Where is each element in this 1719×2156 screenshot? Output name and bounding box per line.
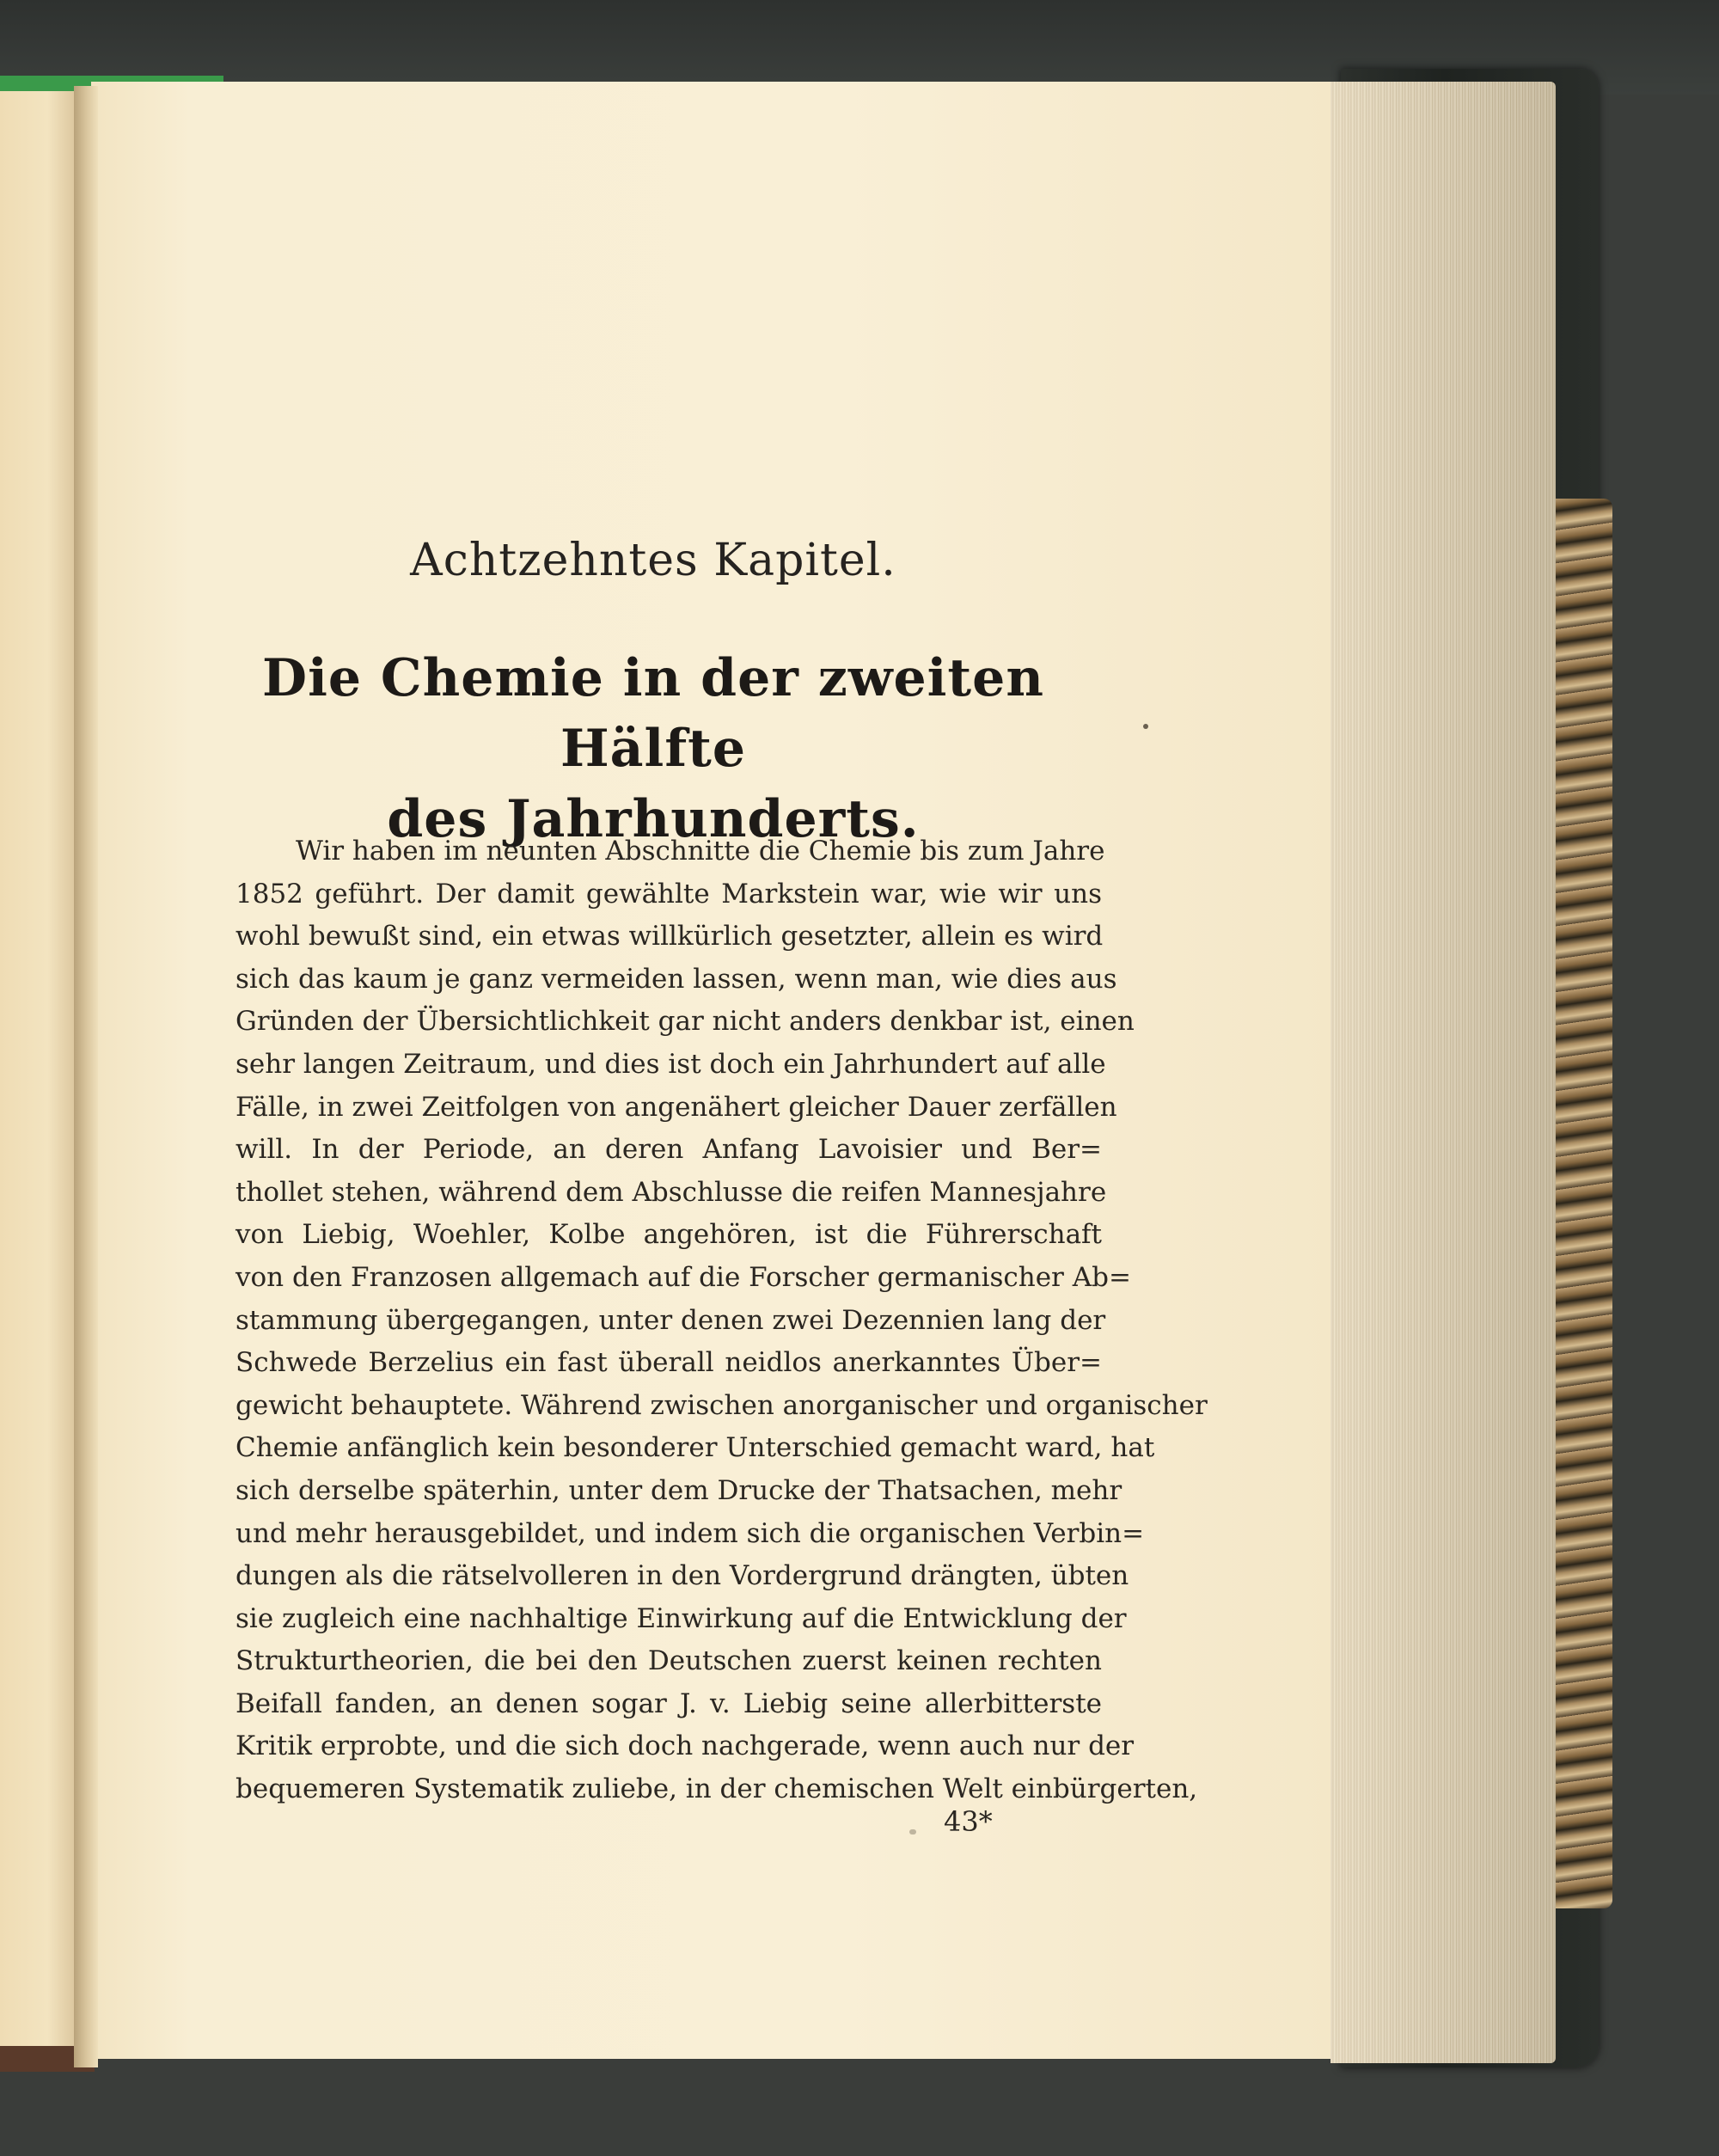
text-line: stammung übergegangen, unter denen zwei Dezennien lang der — [236, 1304, 1106, 1336]
body-text — [236, 830, 1208, 1811]
speck — [909, 1829, 916, 1834]
text-line: 1852 geführt. Der damit gewählte Markstein war, wie wir uns — [236, 878, 1102, 910]
text-line: Schwede Berzelius ein fast überall neidlos anerkanntes Über= — [236, 1347, 1102, 1379]
text-line: Chemie anfänglich kein besonderer Unterschied gemacht ward, hat — [236, 1432, 1155, 1464]
text-line: Beifall fanden, an denen sogar J. v. Liebig seine allerbitterste — [236, 1687, 1102, 1719]
page-number: 43* — [944, 1805, 993, 1838]
text-line: sie zugleich eine nachhaltige Einwirkung auf die Entwicklung der — [236, 1602, 1127, 1634]
marbled-spine-edge — [1547, 499, 1612, 1908]
text-line: will. In der Periode, an deren Anfang Lavoisier und Ber= — [236, 1134, 1102, 1166]
chapter-heading: Achtzehntes Kapitel. — [410, 535, 896, 586]
chapter-title-line2: des Jahrhunderts. — [387, 789, 920, 849]
text-line: von den Franzosen allgemach auf die Forscher germanischer Ab= — [236, 1261, 1131, 1293]
text-line: von Liebig, Woehler, Kolbe angehören, ist die Führerschaft — [236, 1219, 1102, 1251]
text-line: Strukturtheorien, die bei den Deutschen zuerst keinen rechten — [236, 1645, 1102, 1677]
text-line: gewicht behauptete. Während zwischen anorganischer und organischer — [236, 1389, 1208, 1421]
text-line: sehr langen Zeitraum, und dies ist doch ein Jahrhundert auf alle — [236, 1048, 1106, 1080]
text-line: und mehr herausgebildet, und indem sich die organischen Verbin= — [236, 1517, 1145, 1549]
left-page-edge — [0, 86, 79, 2067]
text-line: dungen als die rätselvolleren in den Vordergrund drängten, übten — [236, 1560, 1129, 1592]
chapter-title-line1: Die Chemie in der zweiten Hälfte — [262, 648, 1044, 779]
text-line: thollet stehen, während dem Abschlusse die reifen Mannesjahre — [236, 1176, 1107, 1208]
text-line: Wir haben im neunten Abschnitte die Chemie bis zum Jahre — [296, 836, 1105, 867]
page-block-shade — [1331, 82, 1556, 2063]
text-line: wohl bewußt sind, ein etwas willkürlich gesetzter, allein es wird — [236, 921, 1104, 952]
page-gutter — [74, 86, 98, 2067]
chapter-title — [198, 643, 1109, 854]
text-line: sich derselbe späterhin, unter dem Drucke der Thatsachen, mehr — [236, 1474, 1123, 1506]
speck — [1143, 724, 1148, 729]
text-line: sich das kaum je ganz vermeiden lassen, wenn man, wie dies aus — [236, 963, 1117, 995]
text-line: Fälle, in zwei Zeitfolgen von angenähert gleicher Dauer zerfällen — [236, 1091, 1117, 1123]
text-line: Kritik erprobte, und die sich doch nachgerade, wenn auch nur der — [236, 1730, 1135, 1762]
text-line: bequemeren Systematik zuliebe, in der chemischen Welt einbürgerten, — [236, 1773, 1198, 1805]
text-line: Gründen der Übersichtlichkeit gar nicht anders denkbar ist, einen — [236, 1006, 1135, 1038]
